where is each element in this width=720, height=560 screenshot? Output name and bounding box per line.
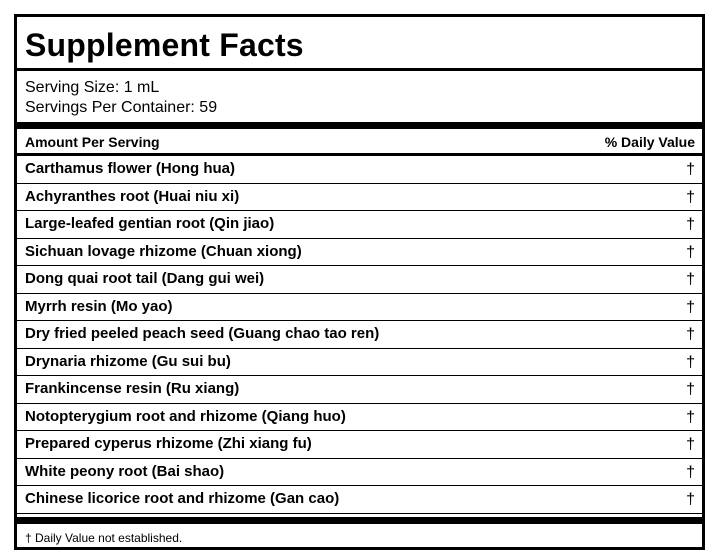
dagger-mark: † [686,491,695,508]
dagger-mark: † [686,326,695,343]
ingredient-name: Large-leafed gentian root (Qin jiao) [25,215,275,232]
ingredient-row [17,294,702,322]
serving-info [25,78,217,118]
ingredient-name: Dong quai root tail (Dang gui wei) [25,270,265,287]
ingredient-row [17,459,702,487]
ingredient-name: Chinese licorice root and rhizome (Gan cao) [25,490,340,507]
ingredient-name: Myrrh resin (Mo yao) [25,297,173,315]
ingredient-row [17,266,702,294]
dagger-mark: † [686,243,695,261]
dagger-mark: † [686,408,695,426]
ingredient-name: Dry fried peeled peach seed (Guang chao tao ren) [25,325,380,342]
dagger-mark: † [686,271,695,288]
amount-per-serving-header: Amount Per Serving [25,134,160,150]
ingredient-row [17,376,702,404]
ingredient-row [17,431,702,459]
ingredient-row [17,486,702,514]
dagger-mark: † [686,188,695,206]
ingredient-row [17,349,702,377]
ingredient-name: Achyranthes root (Huai niu xi) [25,187,240,205]
dagger-mark: † [686,381,695,398]
ingredient-row [17,321,702,349]
thick-divider-top [17,122,702,129]
ingredient-row [17,156,702,184]
thick-divider-bottom [17,517,702,524]
supplement-facts-panel [14,14,705,550]
ingredient-row [17,184,702,212]
dagger-mark: † [686,161,695,178]
serving-size: Serving Size: 1 mL [25,79,160,96]
ingredient-name: Prepared cyperus rhizome (Zhi xiang fu) [25,435,312,452]
ingredient-name: Frankincense resin (Ru xiang) [25,380,240,397]
ingredient-list [17,156,702,514]
dagger-mark: † [686,463,695,481]
daily-value-footnote: † Daily Value not established. [25,531,183,545]
ingredient-row [17,239,702,267]
dagger-mark: † [686,298,695,316]
ingredient-row [17,211,702,239]
column-header-row [17,129,702,153]
title-divider [17,68,702,71]
ingredient-name: Drynaria rhizome (Gu sui bu) [25,352,231,370]
dagger-mark: † [686,436,695,453]
panel-title: Supplement Facts [25,27,304,63]
ingredient-name: White peony root (Bai shao) [25,462,225,480]
daily-value-header: % Daily Value [604,134,695,150]
ingredient-name: Notopterygium root and rhizome (Qiang huo) [25,407,346,425]
dagger-mark: † [686,353,695,371]
ingredient-row [17,404,702,432]
servings-per-container: Servings Per Container: 59 [25,99,218,116]
ingredient-name: Sichuan lovage rhizome (Chuan xiong) [25,242,302,260]
ingredient-name: Carthamus flower (Hong hua) [25,160,236,177]
dagger-mark: † [686,216,695,233]
